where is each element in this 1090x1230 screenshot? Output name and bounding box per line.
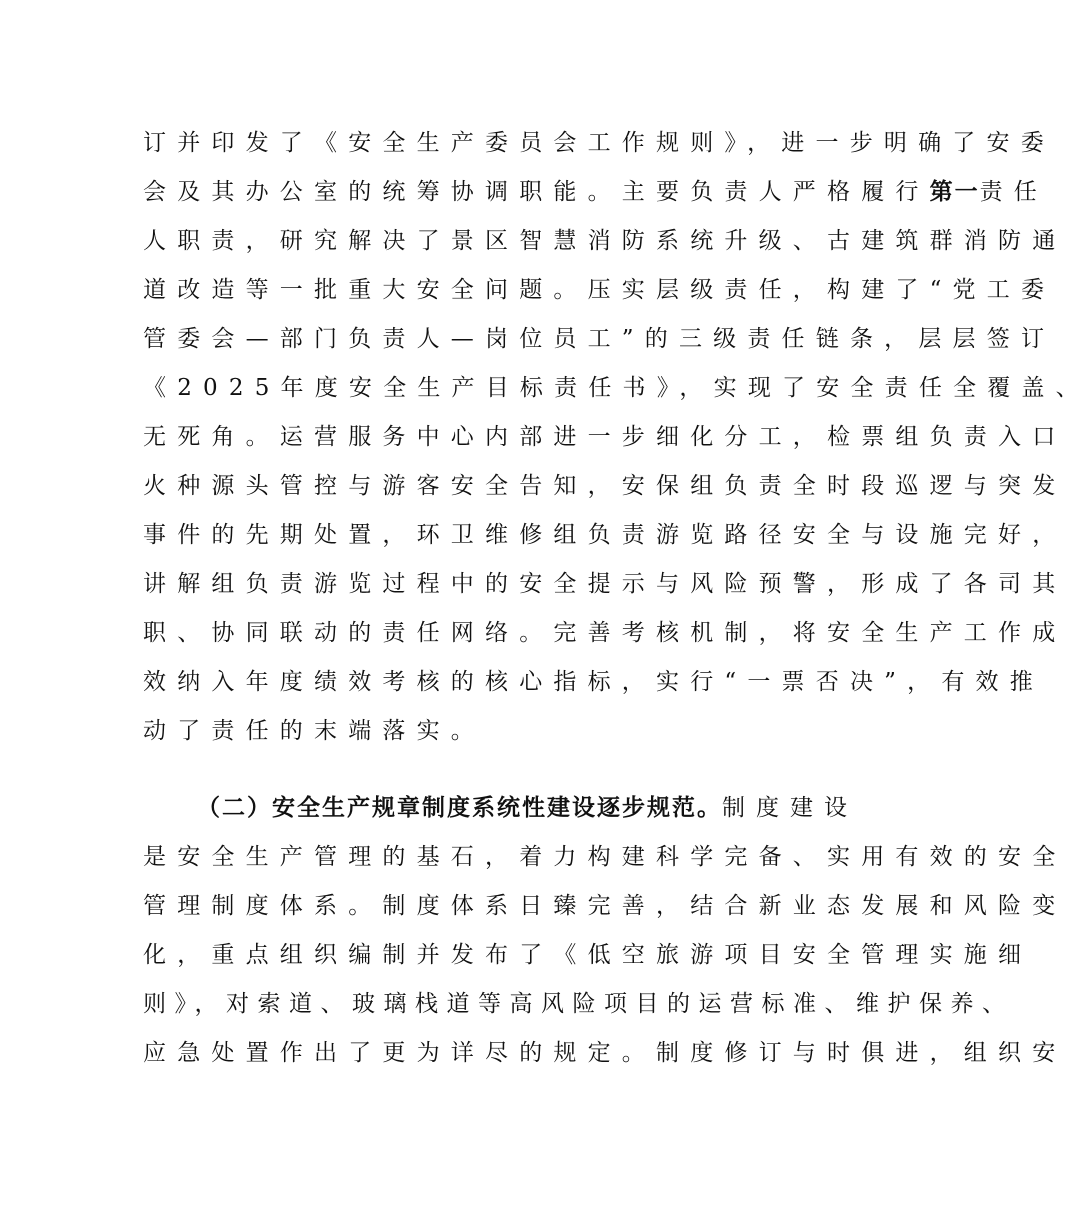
text-line: 《2025年度安全生产目标责任书》，实现了安全责任全覆盖、 [143, 375, 1090, 401]
text-line: 是安全生产管理的基石，着力构建科学完备、实用有效的安全 [143, 844, 1067, 870]
text-line: 化，重点组织编制并发布了《低空旅游项目安全管理实施细 [143, 942, 1033, 968]
text-line: 则》，对索道、玻璃栈道等高风险项目的运营标准、维护保养、 [143, 991, 1014, 1017]
text-line: 事件的先期处置，环卫维修组负责游览路径安全与设施完好， [143, 522, 1067, 548]
text-line: 职、协同联动的责任网络。完善考核机制，将安全生产工作成 [143, 620, 1067, 646]
text-segment: 会及其办公室的统筹协调职能。主要负责人严格履行 [143, 179, 930, 205]
text-segment: 责任 [979, 179, 1049, 205]
text-line: 人职责，研究解决了景区智慧消防系统升级、古建筑群消防通 [143, 228, 1067, 254]
text-line: 管理制度体系。制度体系日臻完善，结合新业态发展和风险变 [143, 893, 1067, 919]
section-heading: （二）安全生产规章制度系统性建设逐步规范。 [197, 795, 722, 821]
text-line: 动了责任的末端落实。 [143, 718, 485, 744]
text-line: 无死角。运营服务中心内部进一步细化分工，检票组负责入口 [143, 424, 1067, 450]
text-line: 道改造等一批重大安全问题。压实层级责任，构建了“党工委 [143, 277, 1056, 303]
text-segment: 制度建设 [722, 795, 858, 821]
text-line: 应急处置作出了更为详尽的规定。制度修订与时俱进，组织安 [143, 1040, 1067, 1066]
emphasis-text: 第一 [929, 179, 980, 205]
text-line: 管委会—部门负责人—岗位员工”的三级责任链条，层层签订 [143, 326, 1056, 352]
text-line: 火种源头管控与游客安全告知，安保组负责全时段巡逻与突发 [143, 473, 1067, 499]
text-line: 订并印发了《安全生产委员会工作规则》，进一步明确了安委 [143, 130, 1055, 156]
text-line: 效纳入年度绩效考核的核心指标，实行“一票否决”，有效推 [143, 669, 1044, 695]
text-line: 讲解组负责游览过程中的安全提示与风险预警，形成了各司其 [143, 571, 1067, 597]
heading-line [197, 793, 877, 823]
text-line [143, 177, 1049, 207]
